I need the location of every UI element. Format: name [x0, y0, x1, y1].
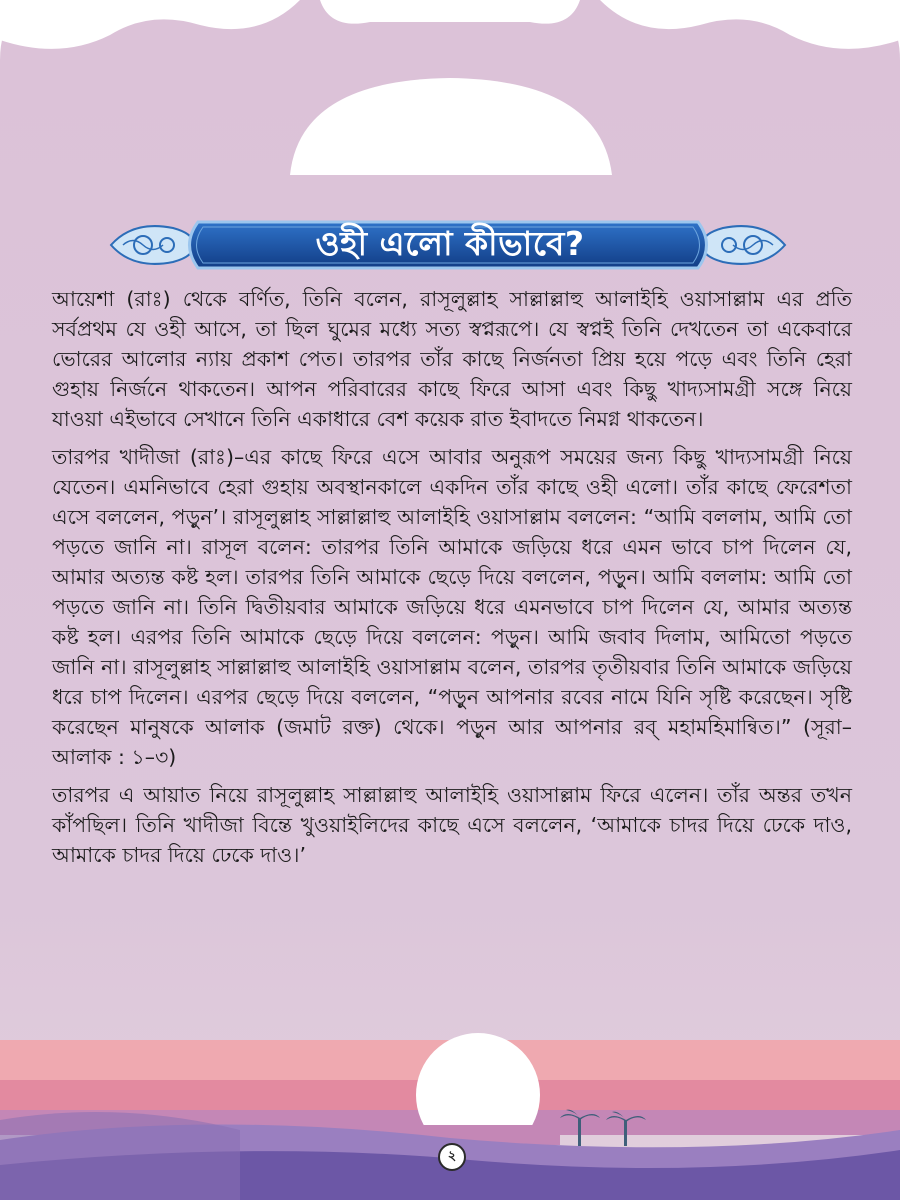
page-number: ২	[438, 1143, 466, 1171]
right-ornament-icon	[703, 226, 785, 264]
page-title: ওহী এলো কীভাবে?	[315, 224, 585, 263]
paragraph-1: আয়েশা (রাঃ) থেকে বর্ণিত, তিনি বলেন, রাসূলুল্লাহ সাল্লাল্লাহু আলাইহি ওয়াসাল্লাম এর প্রতি সর্বপ্রথম যে ওহী আসে, তা ছিল ঘুমের মধ্যে সত্য স্বপ্নরূপে। যে স্বপ্নই তিনি দেখতেন তা একেবারে ভোরের আলোর ন্যায় প্রকাশ পেত। তারপর তাঁর কাছে নির্জনতা প্রিয় হয়ে পড়ে এবং তিনি হেরা গুহায় নির্জনে থাকতেন। আপন পরিবারের কাছে ফিরে আসা এবং কিছু খাদ্যসামগ্রী সঙ্গে নিয়ে যাওয়া এইভাবে সেখানে তিনি একাধারে বেশ কয়েক রাত ইবাদতে নিমগ্ন থাকতেন।	[52, 287, 852, 431]
left-ornament-icon	[111, 226, 193, 264]
paragraph-2: তারপর খাদীজা (রাঃ)–এর কাছে ফিরে এসে আবার অনুরূপ সময়ের জন্য কিছু খাদ্যসামগ্রী নিয়ে যেতেন। এমনিভাবে হেরা গুহায় অবস্থানকালে একদিন তাঁর কাছে ওহী এলো। তাঁর কাছে ফেরেশতা এসে বললেন, পড়ুন’। রাসূলুল্লাহ সাল্লাল্লাহু আলাইহি ওয়াসাল্লাম বললেন: “আমি বললাম, আমি তো পড়তে জানি না। রাসূল বলেন: তারপর তিনি আমাকে জড়িয়ে ধরে এমন ভাবে চাপ দিলেন যে, আমার অত্যন্ত কষ্ট হল। তারপর তিনি আমাকে ছেড়ে দিয়ে বললেন, পড়ুন। আমি বললাম: আমি তো পড়তে জানি না। তিনি দ্বিতীয়বার আমাকে জড়িয়ে ধরে এমনভাবে চাপ দিলেন যে, আমার অত্যন্ত কষ্ট হল। এরপর তিনি আমাকে ছেড়ে দিয়ে বললেন: পড়ুন। আমি জবাব দিলাম, আমিতো পড়তে জানি না। রাসূলুল্লাহ সাল্লাল্লাহু আলাইহি ওয়াসাল্লাম বলেন, তারপর তৃতীয়বার তিনি আমাকে জড়িয়ে ধরে চাপ দিলেন। এরপর ছেড়ে দিয়ে বললেন, “পড়ুন আপনার রবের নামে যিনি সৃষ্টি করেছেন। সৃষ্টি করেছেন মানুষকে আলাক (জমাট রক্ত) থেকে। পড়ুন আর আপনার রব্ মহামহিমান্বিত।” (সূরা–আলাক : ১–৩)	[52, 445, 852, 769]
story-text	[52, 284, 852, 878]
paragraph-3: তারপর এ আয়াত নিয়ে রাসূলুল্লাহ সাল্লাল্লাহু আলাইহি ওয়াসাল্লাম ফিরে এলেন। তাঁর অন্তর তখন কাঁপছিল। তিনি খাদীজা বিন্তে খুওয়াইলিদের কাছে এসে বললেন, ‘আমাকে চাদর দিয়ে ঢেকে দাও, আমাকে চাদর দিয়ে ঢেকে দাও।’	[52, 783, 852, 867]
hill-left	[0, 1112, 240, 1200]
